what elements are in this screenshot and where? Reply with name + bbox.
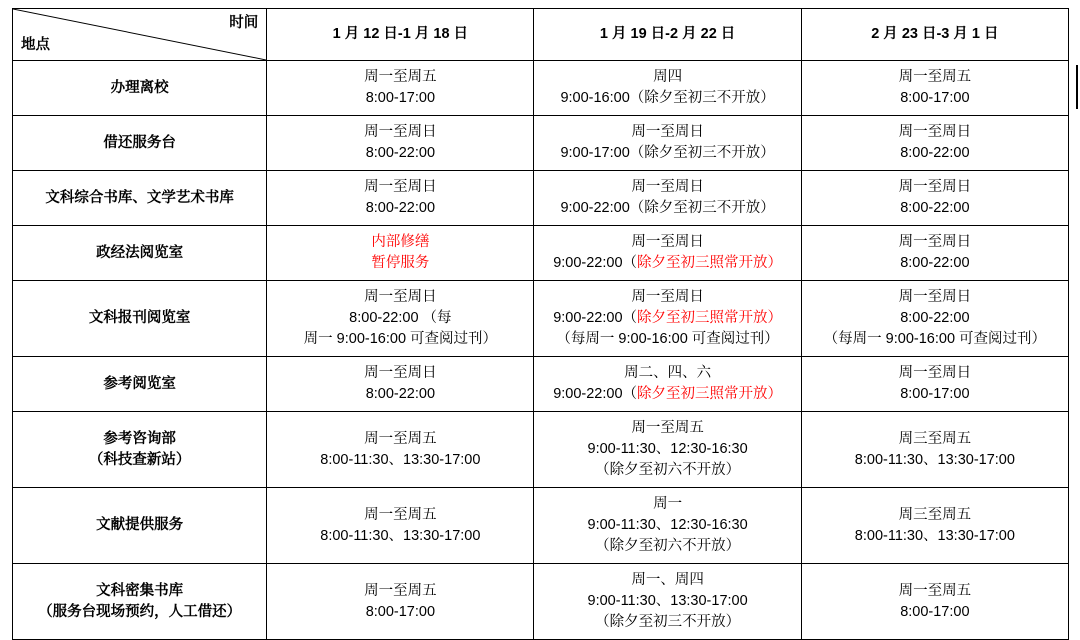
schedule-line: 周一至周日 bbox=[364, 365, 437, 382]
table-row bbox=[13, 116, 1069, 171]
schedule-line: 8:00-17:00 bbox=[900, 90, 970, 107]
schedule-line-text: 9:00-22:00（ bbox=[553, 310, 638, 327]
schedule-line bbox=[540, 384, 794, 405]
schedule-cell bbox=[801, 281, 1068, 357]
schedule-cell bbox=[267, 116, 534, 171]
schedule-cell bbox=[534, 171, 801, 226]
schedule-line: （除夕至初三不开放） bbox=[595, 614, 741, 631]
schedule-line: 8:00-17:00 bbox=[365, 603, 436, 620]
row-place-name: 文科密集书库 bbox=[96, 582, 184, 599]
schedule-line: 8:00-22:00 bbox=[365, 200, 436, 217]
row-place-name: 文科综合书库、文学艺术书库 bbox=[45, 189, 234, 206]
table-row bbox=[13, 412, 1069, 488]
schedule-line: 周一至周五 bbox=[898, 582, 972, 599]
schedule-cell bbox=[801, 226, 1068, 281]
schedule-line: 周一至周五 bbox=[898, 69, 972, 85]
schedule-line-highlight: 除夕至初三照常开放） bbox=[637, 310, 783, 327]
schedule-cell bbox=[267, 281, 534, 357]
schedule-line: 周一至周日 bbox=[631, 179, 704, 196]
schedule-line: 9:00-11:30、12:30-16:30 bbox=[587, 517, 748, 534]
schedule-line: （每周一 9:00-16:00 可查阅过刊） bbox=[556, 331, 779, 348]
schedule-cell bbox=[801, 61, 1068, 116]
header-row bbox=[13, 9, 1069, 61]
schedule-cell bbox=[534, 488, 801, 564]
row-place-name: 借还服务台 bbox=[103, 134, 176, 151]
schedule-line: 8:00-11:30、13:30-17:00 bbox=[320, 527, 481, 544]
row-place-label bbox=[13, 116, 267, 171]
schedule-cell bbox=[267, 171, 534, 226]
table-row bbox=[13, 171, 1069, 226]
schedule-line: 8:00-22:00 （每 bbox=[349, 310, 452, 327]
row-place-subtitle: （科技查新站） bbox=[88, 451, 191, 468]
row-place-name: 文科报刊阅览室 bbox=[88, 310, 191, 327]
schedule-cell bbox=[267, 61, 534, 116]
schedule-cell bbox=[801, 564, 1068, 640]
table-row bbox=[13, 564, 1069, 640]
schedule-line: 周一至周日 bbox=[631, 234, 704, 251]
schedule-cell bbox=[267, 412, 534, 488]
schedule-line: 周一至周五 bbox=[364, 430, 437, 447]
schedule-line: 9:00-16:00（除夕至初三不开放） bbox=[560, 90, 775, 107]
schedule-cell bbox=[267, 488, 534, 564]
schedule-line: 8:00-22:00 bbox=[365, 386, 436, 403]
table-body bbox=[13, 61, 1069, 640]
row-place-label bbox=[13, 281, 267, 357]
header-corner-cell bbox=[13, 9, 267, 61]
schedule-line: 8:00-22:00 bbox=[900, 310, 970, 327]
row-place-name: 文献提供服务 bbox=[96, 517, 184, 534]
table-row bbox=[13, 226, 1069, 281]
schedule-cell bbox=[801, 357, 1068, 412]
schedule-line: 周一至周日 bbox=[898, 289, 972, 306]
schedule-line: 周一至周日 bbox=[364, 289, 437, 306]
schedule-cell bbox=[534, 281, 801, 357]
schedule-line: 8:00-17:00 bbox=[365, 90, 436, 107]
schedule-line: 周三至周五 bbox=[898, 430, 972, 447]
schedule-cell bbox=[267, 564, 534, 640]
schedule-line-text: 9:00-22:00（ bbox=[553, 386, 638, 403]
schedule-line: 周三至周五 bbox=[898, 506, 972, 523]
schedule-line: 周一至周五 bbox=[631, 420, 704, 437]
schedule-cell bbox=[534, 61, 801, 116]
header-place-label: 地点 bbox=[21, 36, 50, 53]
row-place-name: 参考咨询部 bbox=[103, 430, 176, 447]
column-header-period-3: 2 月 23 日-3 月 1 日 bbox=[801, 9, 1068, 61]
document-page bbox=[0, 8, 1080, 631]
row-place-label bbox=[13, 171, 267, 226]
schedule-line: 周一至周日 bbox=[631, 289, 704, 306]
row-place-label bbox=[13, 61, 267, 116]
schedule-line: 周一至周五 bbox=[364, 582, 437, 599]
schedule-cell bbox=[801, 412, 1068, 488]
schedule-line: 8:00-22:00 bbox=[900, 255, 970, 272]
row-place-label bbox=[13, 226, 267, 281]
schedule-line: 8:00-22:00 bbox=[900, 145, 970, 162]
row-place-name: 参考阅览室 bbox=[103, 375, 176, 392]
schedule-line: 周一至周日 bbox=[898, 365, 972, 382]
schedule-line: 8:00-11:30、13:30-17:00 bbox=[320, 451, 481, 468]
column-header-period-1: 1 月 12 日-1 月 18 日 bbox=[267, 9, 534, 61]
row-place-name: 政经法阅览室 bbox=[96, 244, 184, 261]
table-row bbox=[13, 61, 1069, 116]
schedule-line: 9:00-17:00（除夕至初三不开放） bbox=[560, 145, 775, 162]
schedule-line: 周四 bbox=[653, 69, 683, 85]
schedule-line: 周一 9:00-16:00 可查阅过刊） bbox=[303, 331, 498, 348]
row-place-label bbox=[13, 412, 267, 488]
schedule-line-highlight: 除夕至初三照常开放） bbox=[637, 255, 783, 272]
schedule-line: 8:00-22:00 bbox=[900, 200, 970, 217]
schedule-line-text: 9:00-22:00（ bbox=[553, 255, 638, 272]
schedule-line: 周一至周日 bbox=[364, 179, 437, 196]
schedule-line: 暂停服务 bbox=[371, 255, 430, 272]
schedule-line: （除夕至初六不开放） bbox=[595, 538, 741, 555]
header-time-label: 时间 bbox=[229, 15, 259, 31]
schedule-line: 9:00-11:30、12:30-16:30 bbox=[587, 441, 748, 458]
schedule-line: 周一至周五 bbox=[364, 69, 437, 85]
schedule-cell bbox=[801, 116, 1068, 171]
schedule-line: 周一至周日 bbox=[364, 124, 437, 141]
opening-hours-table bbox=[12, 8, 1069, 640]
schedule-line: 8:00-17:00 bbox=[900, 386, 970, 403]
row-place-label bbox=[13, 357, 267, 412]
schedule-line-highlight: 除夕至初三照常开放） bbox=[637, 386, 783, 403]
schedule-line: 周一至周日 bbox=[631, 124, 704, 141]
schedule-cell bbox=[534, 226, 801, 281]
schedule-line: 9:00-22:00（除夕至初三不开放） bbox=[560, 200, 775, 217]
schedule-line: （每周一 9:00-16:00 可查阅过刊） bbox=[823, 331, 1047, 348]
schedule-cell bbox=[534, 116, 801, 171]
schedule-cell bbox=[534, 564, 801, 640]
schedule-cell bbox=[801, 171, 1068, 226]
row-place-label bbox=[13, 488, 267, 564]
schedule-line: 周一至周日 bbox=[898, 124, 972, 141]
schedule-line: 周一至周五 bbox=[364, 506, 437, 523]
schedule-line: 9:00-11:30、13:30-17:00 bbox=[587, 593, 748, 610]
schedule-line: 周一、周四 bbox=[631, 572, 704, 589]
schedule-line: 周一 bbox=[653, 496, 683, 513]
table-row bbox=[13, 357, 1069, 412]
table-row bbox=[13, 281, 1069, 357]
table-header bbox=[13, 9, 1069, 61]
schedule-cell bbox=[534, 357, 801, 412]
schedule-cell bbox=[267, 226, 534, 281]
schedule-line: 内部修缮 bbox=[371, 234, 430, 251]
schedule-line bbox=[540, 253, 794, 274]
schedule-line: 8:00-17:00 bbox=[900, 603, 970, 620]
schedule-line: 8:00-11:30、13:30-17:00 bbox=[854, 527, 1015, 544]
schedule-line: 周一至周日 bbox=[898, 179, 972, 196]
schedule-cell bbox=[801, 488, 1068, 564]
schedule-cell bbox=[267, 357, 534, 412]
schedule-cell bbox=[534, 412, 801, 488]
row-place-subtitle: （服务台现场预约，人工借还） bbox=[38, 603, 242, 620]
schedule-line bbox=[540, 308, 794, 329]
table-row bbox=[13, 488, 1069, 564]
schedule-line: 周一至周日 bbox=[898, 234, 972, 251]
schedule-line: 8:00-22:00 bbox=[365, 145, 436, 162]
scan-edge-mark bbox=[1076, 65, 1078, 109]
column-header-period-2: 1 月 19 日-2 月 22 日 bbox=[534, 9, 801, 61]
schedule-line: （除夕至初六不开放） bbox=[595, 462, 741, 479]
row-place-label bbox=[13, 564, 267, 640]
schedule-line: 周二、四、六 bbox=[624, 365, 712, 382]
schedule-line: 8:00-11:30、13:30-17:00 bbox=[854, 451, 1015, 468]
row-place-name: 办理离校 bbox=[110, 79, 169, 96]
diagonal-divider-icon bbox=[13, 9, 266, 60]
